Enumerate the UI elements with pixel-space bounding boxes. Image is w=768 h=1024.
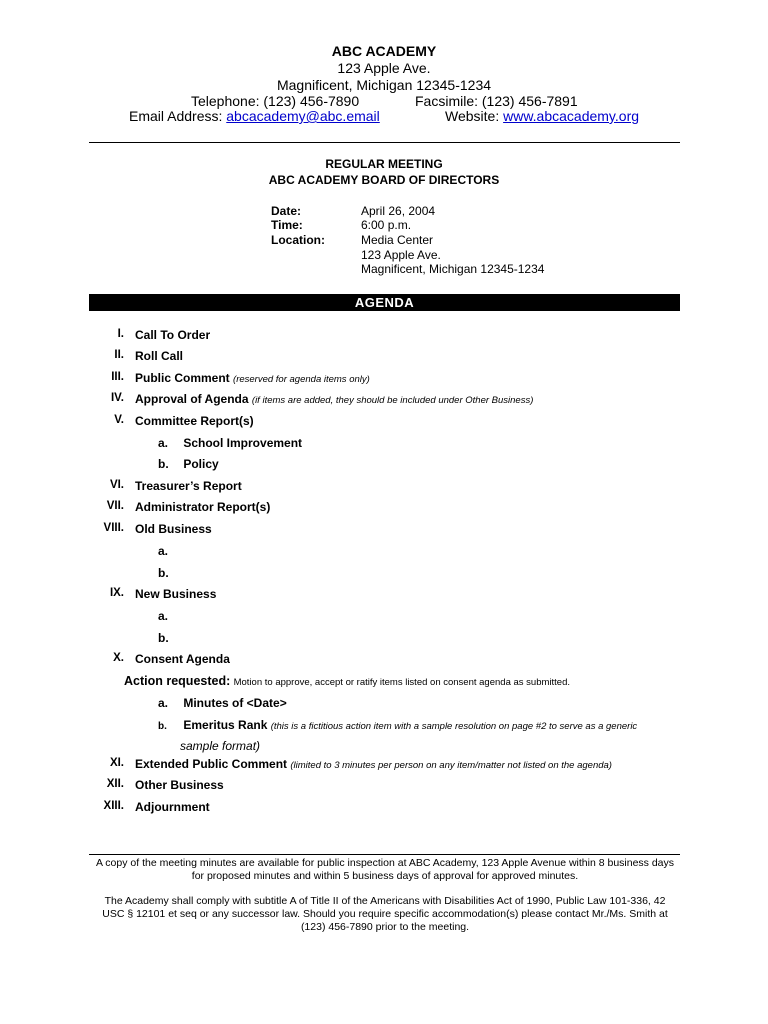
date-label: Date:: [271, 204, 302, 218]
sub-item-letter: a.: [158, 609, 169, 623]
sub-item: [158, 544, 180, 558]
location-line-3: Magnificent, Michigan 12345-1234: [361, 262, 545, 276]
item-label: Other Business: [135, 778, 224, 792]
item-label: Administrator Report(s): [135, 500, 271, 514]
sub-item-label: Minutes of <Date>: [183, 696, 287, 710]
sub-item: [158, 436, 302, 450]
item-label: Call To Order: [135, 328, 211, 342]
sub-item-letter: a.: [158, 544, 169, 558]
sub-item-note: (this is a fictitious action item with a sample resolution on page #2 to serve as a generic: [270, 721, 638, 732]
org-facsimile: Facsimile: (123) 456-7891: [415, 93, 578, 109]
org-name: ABC ACADEMY: [331, 43, 437, 59]
sub-item-letter: b.: [158, 631, 169, 645]
sub-item-label: Emeritus Rank: [183, 718, 268, 732]
email-label: Email Address:: [129, 108, 223, 124]
item-label: Committee Report(s): [135, 414, 254, 428]
footer-divider: [89, 854, 680, 855]
action-label: Action requested:: [124, 674, 231, 688]
item-label: Consent Agenda: [135, 652, 230, 666]
meeting-title: REGULAR MEETING: [325, 157, 443, 171]
sub-item: [158, 631, 180, 645]
location-label: Location:: [271, 233, 325, 247]
action-requested: [124, 674, 570, 688]
sub-item: [158, 457, 219, 471]
item-number: IX.: [109, 587, 124, 599]
item-number: IV.: [110, 392, 124, 404]
item-label: Adjournment: [135, 800, 210, 814]
item-number: XII.: [106, 778, 124, 790]
sub-item-letter: b.: [158, 566, 169, 580]
board-title: ABC ACADEMY BOARD OF DIRECTORS: [268, 173, 500, 187]
location-line-2: 123 Apple Ave.: [361, 248, 441, 262]
sub-item-label: Policy: [183, 457, 219, 471]
date-value: April 26, 2004: [361, 204, 436, 218]
item-number: VI.: [109, 479, 124, 491]
item-number: VIII.: [103, 522, 124, 534]
item-number: I.: [117, 328, 124, 340]
email-link[interactable]: abcacademy@abc.email: [226, 108, 380, 124]
agenda-heading: AGENDA: [89, 294, 680, 311]
item-note: (limited to 3 minutes per person on any item/matter not listed on the agenda): [290, 760, 612, 771]
sub-item: [158, 696, 287, 710]
website-label: Website:: [445, 108, 500, 124]
org-email: [129, 108, 380, 124]
time-label: Time:: [271, 218, 303, 232]
org-website: [445, 108, 639, 124]
item-number: III.: [111, 371, 124, 383]
header-divider: [89, 142, 680, 143]
item-number: II.: [114, 349, 124, 361]
sub-item-letter: b.: [158, 721, 167, 732]
item-label: Public Comment: [135, 371, 230, 385]
action-description: Motion to approve, accept or ratify items listed on consent agenda as submitted.: [233, 677, 570, 688]
item-label: Roll Call: [135, 349, 184, 363]
sub-item-note-continued: sample format): [180, 739, 261, 753]
item-number: V.: [114, 414, 124, 426]
time-value: 6:00 p.m.: [361, 218, 412, 232]
item-label: Extended Public Comment: [135, 757, 288, 771]
sub-item-letter: a.: [158, 696, 169, 710]
item-number: XI.: [109, 757, 124, 769]
org-street: 123 Apple Ave.: [337, 60, 431, 76]
sub-item-label: School Improvement: [183, 436, 303, 450]
minutes-notice: A copy of the meeting minutes are available for public inspection at ABC Academy, 123 Apple Avenue within 8 business days for proposed minutes and within 5 business days of approval for approved minutes.: [95, 857, 675, 882]
item-label: Treasurer’s Report: [135, 479, 242, 493]
sub-item: [158, 718, 637, 732]
item-label: Approval of Agenda: [135, 392, 249, 406]
location-line-1: Media Center: [361, 233, 434, 247]
org-city: Magnificent, Michigan 12345-1234: [276, 77, 492, 93]
sub-item: [158, 609, 180, 623]
org-telephone: Telephone: (123) 456-7890: [191, 93, 360, 109]
sub-item-letter: b.: [158, 457, 169, 471]
item-label: Old Business: [135, 522, 212, 536]
item-number: XIII.: [103, 800, 124, 812]
item-note: (reserved for agenda items only): [233, 374, 370, 385]
item-number: X.: [113, 652, 124, 664]
item-number: VII.: [106, 500, 124, 512]
item-label: New Business: [135, 587, 217, 601]
sub-item: [158, 566, 180, 580]
item-note: (if items are added, they should be included under Other Business): [251, 395, 534, 406]
ada-notice: The Academy shall comply with subtitle A of Title II of the Americans with Disabilities Act of 1990, Public Law 101-336, 42 USC § 12101 et seq or any successor law. Should you require specific accommodation(s) please contact Mr./Ms. Smith at (123) 456-7890 prior to the meeting.: [102, 895, 668, 933]
sub-item-letter: a.: [158, 436, 169, 450]
website-link[interactable]: www.abcacademy.org: [503, 108, 640, 124]
